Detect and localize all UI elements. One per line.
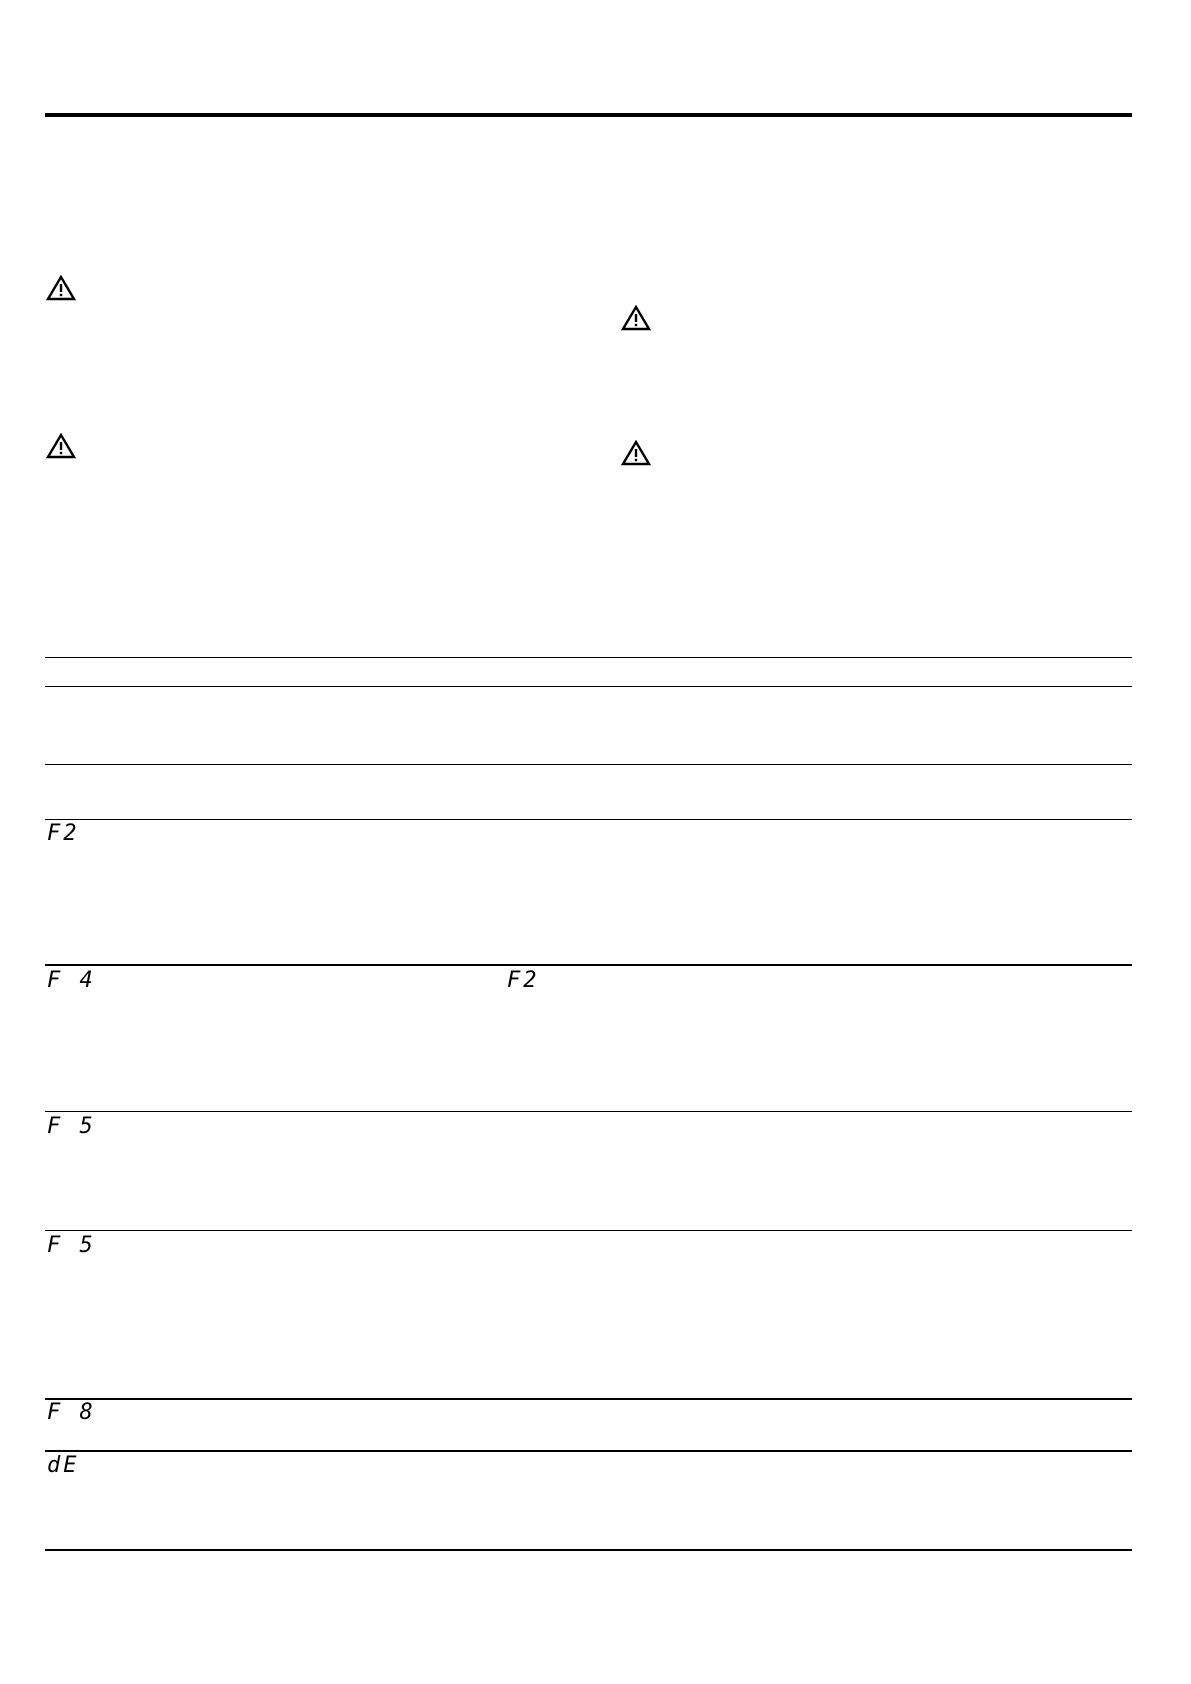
- table-row-rule: [45, 764, 1132, 765]
- error-code: F 8: [47, 1400, 96, 1425]
- table-bottom-rule: [45, 1549, 1132, 1551]
- error-code: F 5: [47, 1114, 96, 1139]
- error-code: F 5: [47, 1233, 96, 1258]
- warning-icon: [46, 433, 76, 459]
- error-code: dE: [47, 1453, 80, 1478]
- error-code: F 4: [47, 968, 96, 993]
- error-code: F2: [47, 821, 80, 846]
- error-code-reference: F2: [507, 968, 540, 993]
- header-rule: [45, 113, 1132, 117]
- warning-icon: [621, 305, 651, 331]
- warning-icon: [621, 440, 651, 466]
- table-row-rule: [45, 1398, 1132, 1400]
- table-row-rule: [45, 964, 1132, 966]
- warning-icon: [46, 275, 76, 301]
- table-top-rule: [45, 657, 1132, 658]
- table-row-rule: [45, 1111, 1132, 1112]
- table-row-rule: [45, 1230, 1132, 1231]
- table-row-rule: [45, 819, 1132, 820]
- table-row-rule: [45, 1450, 1132, 1452]
- table-header-rule: [45, 686, 1132, 687]
